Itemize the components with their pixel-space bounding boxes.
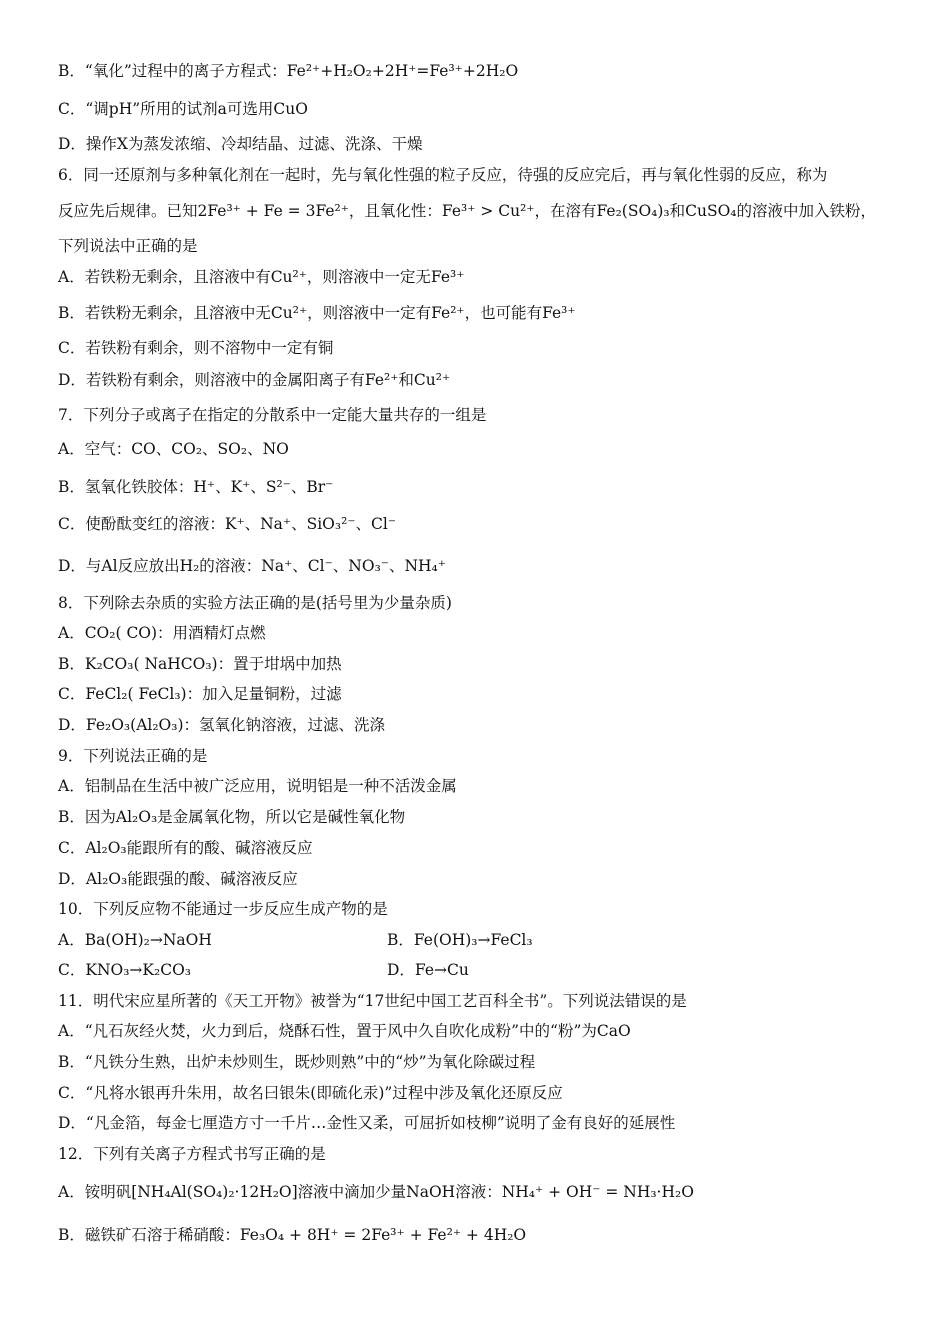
q11-option-c: C．“凡将水银再升朱用，故名曰银朱(即硫化汞)”过程中涉及氧化还原反应 bbox=[58, 1084, 563, 1102]
q11-option-a: A．“凡石灰经火焚，火力到后，烧酥石性，置于风中久自吹化成粉”中的“粉”为CaO bbox=[58, 1022, 631, 1040]
q6-option-c: C．若铁粉有剩余，则不溶物中一定有铜 bbox=[58, 339, 334, 357]
q8-option-a: A．CO₂( CO)：用酒精灯点燃 bbox=[58, 624, 266, 642]
q11-option-b: B．“凡铁分生熟，出炉未炒则生，既炒则熟”中的“炒”为氧化除碳过程 bbox=[58, 1053, 536, 1071]
q7-stem: 7．下列分子或离子在指定的分散系中一定能大量共存的一组是 bbox=[58, 406, 487, 424]
q9-option-d: D．Al₂O₃能跟强的酸、碱溶液反应 bbox=[58, 870, 298, 888]
q9-option-a: A．铝制品在生活中被广泛应用，说明铝是一种不活泼金属 bbox=[58, 777, 457, 795]
q5-option-d: D．操作X为蒸发浓缩、冷却结晶、过滤、洗涤、干燥 bbox=[58, 135, 423, 153]
q8-option-b: B．K₂CO₃( NaHCO₃)：置于坩埚中加热 bbox=[58, 655, 342, 673]
q11-stem: 11．明代宋应星所著的《天工开物》被誉为“17世纪中国工艺百科全书”。下列说法错误的是 bbox=[58, 992, 687, 1010]
q5-option-b: B．“氧化”过程中的离子方程式：Fe²⁺+H₂O₂+2H⁺=Fe³⁺+2H₂O bbox=[58, 62, 519, 80]
q5-option-c: C．“调pH”所用的试剂a可选用CuO bbox=[58, 100, 308, 118]
q6-stem-line-1: 6．同一还原剂与多种氧化剂在一起时，先与氧化性强的粒子反应，待强的反应完后，再与氧化性弱的反应，称为 bbox=[58, 166, 828, 184]
q7-option-d: D．与Al反应放出H₂的溶液：Na⁺、Cl⁻、NO₃⁻、NH₄⁺ bbox=[58, 557, 446, 575]
q8-option-c: C．FeCl₂( FeCl₃)：加入足量铜粉，过滤 bbox=[58, 685, 342, 703]
q6-stem-line-3: 下列说法中正确的是 bbox=[58, 237, 198, 255]
q10-option-a: A．Ba(OH)₂→NaOH bbox=[58, 931, 212, 949]
q10-stem: 10．下列反应物不能通过一步反应生成产物的是 bbox=[58, 900, 388, 918]
q9-stem: 9．下列说法正确的是 bbox=[58, 747, 208, 765]
q6-option-b: B．若铁粉无剩余，且溶液中无Cu²⁺，则溶液中一定有Fe²⁺，也可能有Fe³⁺ bbox=[58, 304, 576, 322]
q8-option-d: D．Fe₂O₃(Al₂O₃)：氢氧化钠溶液，过滤、洗涤 bbox=[58, 716, 386, 734]
q7-option-a: A．空气：CO、CO₂、SO₂、NO bbox=[58, 440, 289, 458]
q10-option-b: B．Fe(OH)₃→FeCl₃ bbox=[387, 931, 533, 949]
q6-option-a: A．若铁粉无剩余，且溶液中有Cu²⁺，则溶液中一定无Fe³⁺ bbox=[58, 268, 465, 286]
q8-stem: 8．下列除去杂质的实验方法正确的是(括号里为少量杂质) bbox=[58, 594, 452, 612]
q11-option-d: D．“凡金箔，每金七厘造方寸一千片…金性又柔，可屈折如枝柳”说明了金有良好的延展性 bbox=[58, 1114, 676, 1132]
q6-stem-line-2: 反应先后规律。已知2Fe³⁺ + Fe = 3Fe²⁺，且氧化性：Fe³⁺ > Cu²⁺，在溶有Fe₂(SO₄)₃和CuSO₄的溶液中加入铁粉， bbox=[58, 202, 877, 220]
q12-option-a: A．铵明矾[NH₄Al(SO₄)₂·12H₂O]溶液中滴加少量NaOH溶液：NH₄⁺ + OH⁻ = NH₃·H₂O bbox=[58, 1183, 694, 1201]
q7-option-b: B．氢氧化铁胶体：H⁺、K⁺、S²⁻、Br⁻ bbox=[58, 478, 334, 496]
q10-option-c: C．KNO₃→K₂CO₃ bbox=[58, 961, 191, 979]
q7-option-c: C．使酚酞变红的溶液：K⁺、Na⁺、SiO₃²⁻、Cl⁻ bbox=[58, 515, 396, 533]
q12-stem: 12．下列有关离子方程式书写正确的是 bbox=[58, 1145, 326, 1163]
q9-option-c: C．Al₂O₃能跟所有的酸、碱溶液反应 bbox=[58, 839, 313, 857]
q10-option-d: D．Fe→Cu bbox=[387, 961, 469, 979]
q6-option-d: D．若铁粉有剩余，则溶液中的金属阳离子有Fe²⁺和Cu²⁺ bbox=[58, 371, 451, 389]
q12-option-b: B．磁铁矿石溶于稀硝酸：Fe₃O₄ + 8H⁺ = 2Fe³⁺ + Fe²⁺ + 4H₂O bbox=[58, 1226, 527, 1244]
q9-option-b: B．因为Al₂O₃是金属氧化物，所以它是碱性氧化物 bbox=[58, 808, 406, 826]
